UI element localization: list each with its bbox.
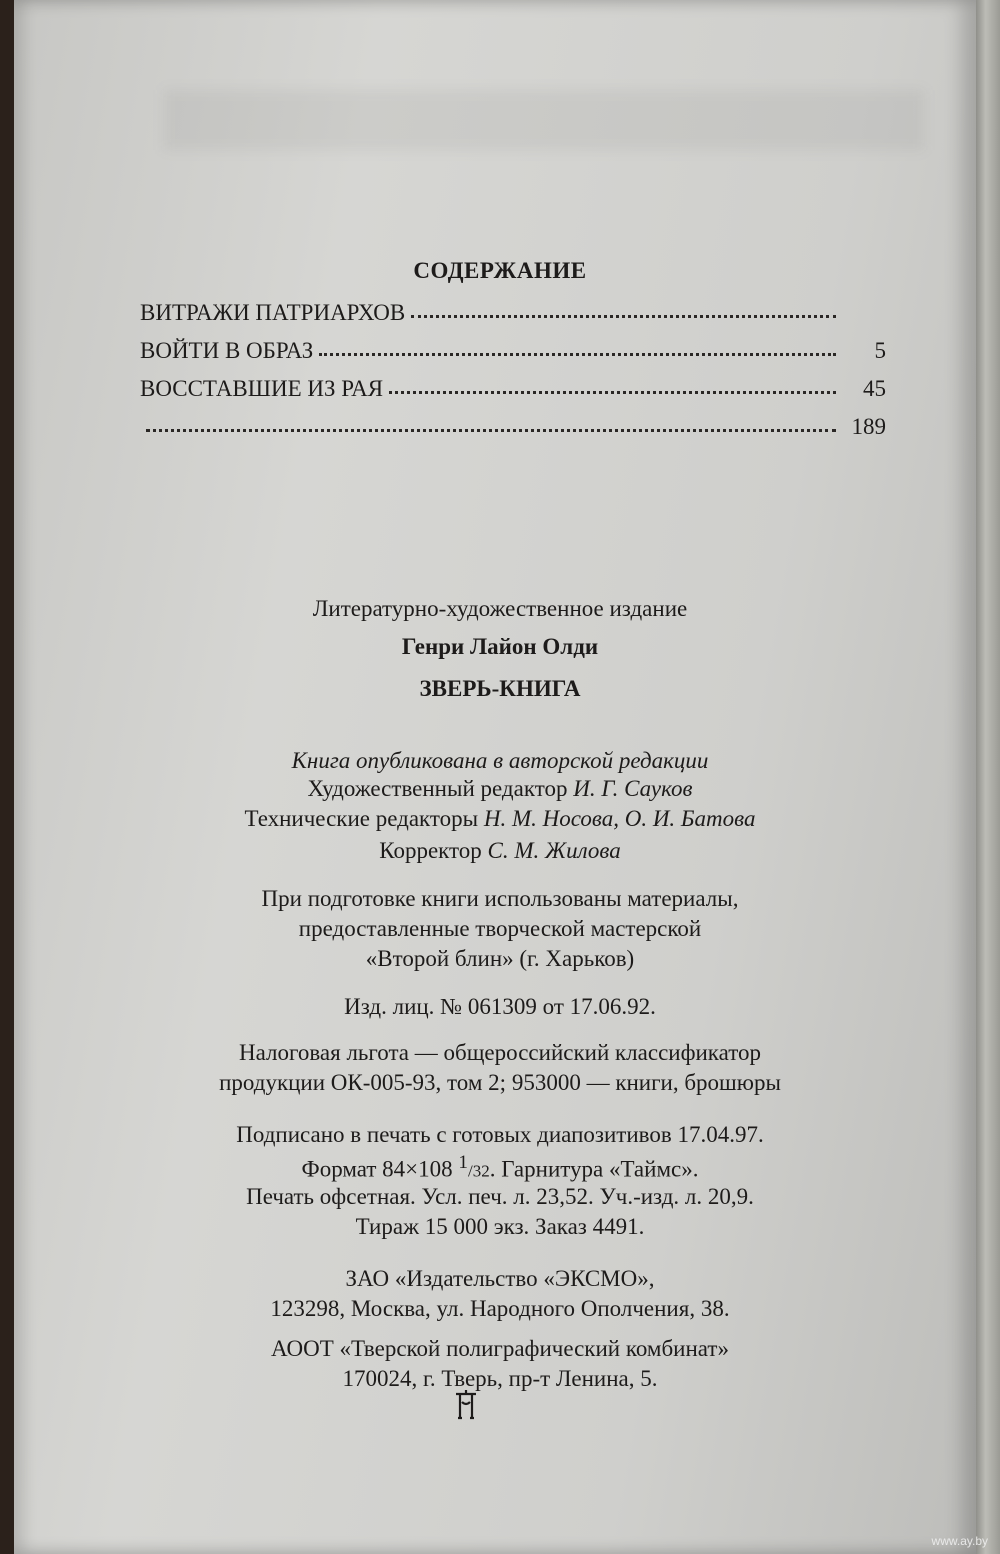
signed-to-print: Подписано в печать с готовых диапозитивов 17.04.97. xyxy=(236,1122,764,1147)
printer-logo-icon xyxy=(452,1388,480,1422)
toc-title: СОДЕРЖАНИЕ xyxy=(413,258,587,283)
toc-entry-title: ВОЙТИ В ОБРАЗ xyxy=(140,338,314,363)
toc-leader-dots xyxy=(319,352,836,356)
printer-line: 170024, г. Тверь, пр-т Ленина, 5. xyxy=(342,1366,658,1391)
editorial-note: Книга опубликована в авторской редакции xyxy=(291,748,709,773)
tech-editors-line xyxy=(0,806,1000,832)
toc-entry xyxy=(140,414,886,446)
tax-line: Налоговая льгота — общероссийский классификатор xyxy=(239,1040,761,1065)
materials-line: предоставленные творческой мастерской xyxy=(298,916,702,941)
toc-entry-title: ВИТРАЖИ ПАТРИАРХОВ xyxy=(140,300,406,325)
corrector-label: Корректор xyxy=(379,838,482,863)
format-fraction-denominator: /32 xyxy=(467,1161,490,1181)
toc-entry-page: 189 xyxy=(851,414,886,439)
toc-leader-dots xyxy=(389,390,836,394)
toc-entry-page: 5 xyxy=(874,338,886,363)
format-line xyxy=(0,1152,1000,1183)
format-suffix: . Гарнитура «Таймс». xyxy=(489,1156,699,1182)
corrector-name: С. М. Жилова xyxy=(487,838,621,863)
format-fraction-numerator: 1 xyxy=(458,1152,468,1173)
format-prefix: Формат 84×108 xyxy=(301,1156,453,1182)
materials-line: «Второй блин» (г. Харьков) xyxy=(365,946,635,971)
printer-line: АООТ «Тверской полиграфический комбинат» xyxy=(271,1336,729,1361)
art-editor-name: И. Г. Сауков xyxy=(573,776,693,801)
tech-editors-label: Технические редакторы xyxy=(244,806,479,831)
watermark: www.ay.by xyxy=(931,1534,988,1548)
publisher-line: ЗАО «Издательство «ЭКСМО», xyxy=(345,1266,655,1291)
print-specs: Печать офсетная. Усл. печ. л. 23,52. Уч.-изд. л. 20,9. xyxy=(246,1184,754,1209)
corrector-line xyxy=(0,838,1000,864)
publisher-line: 123298, Москва, ул. Народного Ополчения, 38. xyxy=(270,1296,730,1321)
tax-line: продукции ОК-005-93, том 2; 953000 — книги, брошюры xyxy=(219,1070,781,1095)
tech-editors-names: Н. М. Носова, О. И. Батова xyxy=(483,806,756,831)
bleed-through-text xyxy=(164,90,924,150)
toc-entry xyxy=(140,300,886,332)
book-title: ЗВЕРЬ-КНИГА xyxy=(419,676,581,701)
publishing-license: Изд. лиц. № 061309 от 17.06.92. xyxy=(344,994,656,1019)
toc-leader-dots xyxy=(146,428,836,432)
toc-leader-dots xyxy=(411,314,836,318)
author-name: Генри Лайон Олди xyxy=(401,634,599,659)
materials-line: При подготовке книги использованы материалы, xyxy=(261,886,739,911)
toc-entry xyxy=(140,376,886,408)
art-editor-line xyxy=(0,776,1000,802)
print-run: Тираж 15 000 экз. Заказ 4491. xyxy=(355,1214,645,1239)
toc-entry-title: ВОССТАВШИЕ ИЗ РАЯ xyxy=(140,376,384,401)
art-editor-label: Художественный редактор xyxy=(307,776,568,801)
toc-entry xyxy=(140,338,886,370)
edition-type: Литературно-художественное издание xyxy=(312,596,688,621)
toc-entry-page: 45 xyxy=(863,376,886,401)
